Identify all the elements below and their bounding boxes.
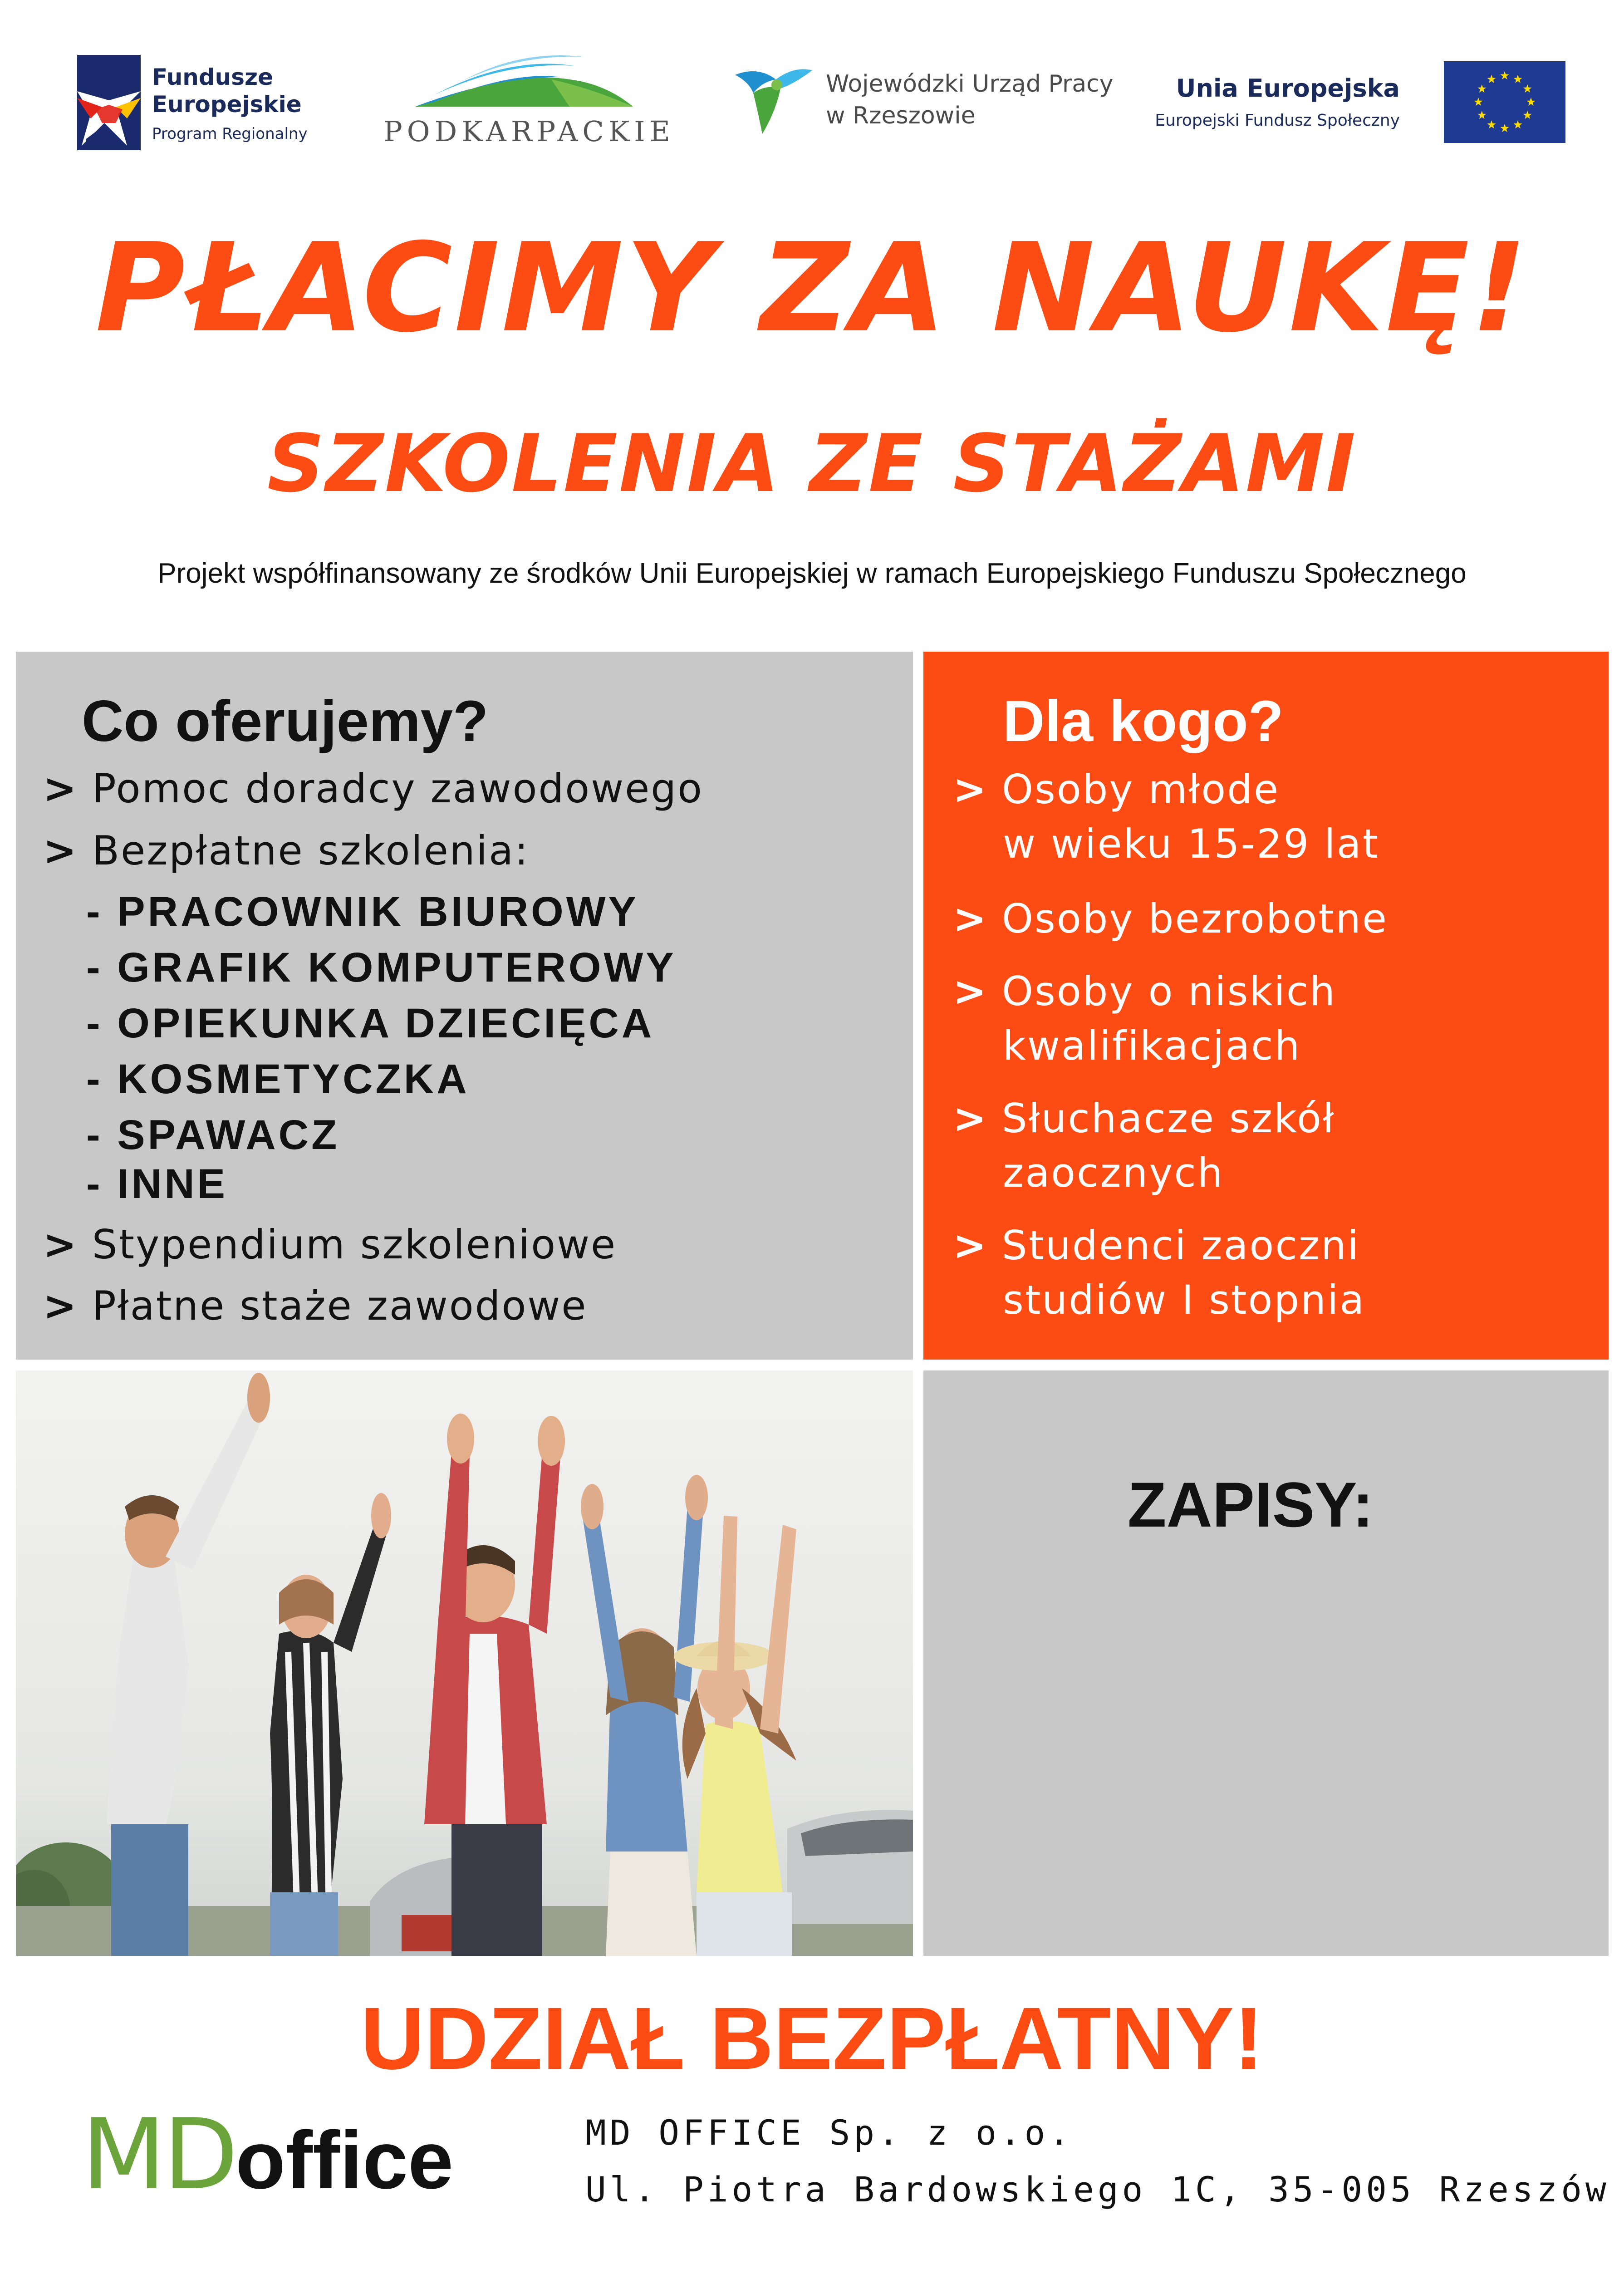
wup-line1: Wojewódzki Urząd Pracy	[826, 70, 1114, 98]
offer-item-text: Płatne staże zawodowe	[92, 1282, 588, 1329]
target-item	[953, 895, 1388, 942]
training-item: - GRAFIK KOMPUTEROWY	[86, 944, 677, 991]
company-address: Ul. Piotra Bardowskiego 1C, 35-005 Rzeszów	[585, 2169, 1610, 2210]
training-item: - INNE	[86, 1161, 228, 1207]
eu-star-icon	[1477, 111, 1486, 119]
offer-item-text: Pomoc doradcy zawodowego	[92, 765, 703, 812]
target-bullet: >	[953, 1095, 988, 1142]
target-item-line2: studiów I stopnia	[1003, 1277, 1366, 1323]
target-bullet: >	[953, 766, 988, 813]
offer-item-text: Bezpłatne szkolenia:	[92, 827, 530, 874]
company-name: MD OFFICE Sp. z o.o.	[585, 2112, 1074, 2153]
eu-star-icon	[1527, 98, 1536, 106]
logo-unia-europejska	[1134, 61, 1565, 152]
target-item-line2: zaocznych	[1003, 1149, 1224, 1196]
free-participation: UDZIAŁ BEZPŁATNY!	[360, 1989, 1264, 2088]
target-item-line1: Studenci zaoczni	[1001, 1222, 1360, 1269]
target-item-line1: Słuchacze szkół	[1001, 1095, 1335, 1142]
eu-star-icon	[1523, 84, 1532, 93]
offer-bullet: >	[43, 827, 78, 874]
md-office-logo-office: office	[236, 2115, 454, 2206]
offer-bullet: >	[43, 1221, 78, 1268]
logo-fundusze-europejskie	[77, 52, 349, 157]
logo-wup-rzeszow	[726, 52, 1134, 152]
offer-item-text: Stypendium szkoleniowe	[92, 1221, 617, 1268]
target-item	[953, 968, 1337, 1015]
fundusze-line1: Fundusze	[152, 64, 274, 90]
cofinancing-note: Projekt współfinansowany ze środków Unii Europejskiej w ramach Europejskiego Funduszu Społecznego	[157, 558, 1467, 589]
wup-line2: w Rzeszowie	[826, 102, 976, 129]
offer-item	[43, 1221, 617, 1268]
podkarpackie-hills-icon	[379, 52, 669, 116]
target-bullet: >	[953, 1222, 988, 1269]
target-title: Dla kogo?	[1003, 689, 1284, 754]
offer-panel	[16, 652, 913, 1360]
eu-star-icon	[1477, 84, 1486, 93]
target-item-line1: Osoby o niskich	[1001, 968, 1337, 1015]
eu-star-icon	[1487, 75, 1496, 83]
target-bullet: >	[953, 895, 988, 942]
eu-star-icon	[1487, 120, 1496, 128]
ue-line2: Europejski Fundusz Społeczny	[1155, 111, 1400, 130]
target-item-line1: Osoby młode	[1001, 766, 1280, 813]
training-item: - PRACOWNIK BIUROWY	[86, 889, 639, 935]
group-photo	[16, 1370, 913, 1956]
offer-bullet: >	[43, 765, 78, 812]
target-item-line2: w wieku 15-29 lat	[1003, 820, 1380, 867]
eu-star-icon	[1514, 120, 1522, 128]
target-item-line2: kwalifikacjach	[1003, 1022, 1301, 1069]
podkarpackie-label: PODKARPACKIE	[383, 115, 675, 148]
md-office-logo-md: MD	[82, 2097, 236, 2211]
signup-panel	[923, 1370, 1609, 1956]
eu-star-icon	[1523, 111, 1532, 119]
target-panel	[923, 652, 1609, 1360]
eu-flag-icon	[1444, 61, 1565, 143]
eu-star-icon	[1501, 71, 1509, 79]
signup-label: ZAPISY:	[1128, 1469, 1374, 1540]
ue-line1: Unia Europejska	[1176, 74, 1400, 103]
offer-item	[43, 1282, 588, 1329]
target-bullet: >	[953, 968, 988, 1015]
md-office-logo	[82, 2097, 490, 2211]
offer-item	[43, 765, 703, 812]
target-item	[953, 766, 1280, 813]
target-item-line1: Osoby bezrobotne	[1001, 895, 1388, 942]
headline: PŁACIMY ZA NAUKĘ!	[95, 216, 1529, 359]
eu-star-icon	[1474, 98, 1483, 106]
target-item	[953, 1095, 1335, 1142]
offer-bullet: >	[43, 1282, 78, 1329]
offer-title: Co oferujemy?	[82, 689, 489, 754]
friends-cheering-photo	[16, 1370, 913, 1956]
fundusze-line2: Europejskie	[152, 91, 302, 118]
wup-bird-icon	[726, 57, 817, 147]
subheadline: SZKOLENIA ZE STAŻAMI	[267, 418, 1357, 510]
eu-star-icon	[1501, 124, 1509, 132]
logo-podkarpackie	[379, 52, 675, 157]
fundusze-line3: Program Regionalny	[152, 125, 308, 143]
training-item: - OPIEKUNKA DZIECIĘCA	[86, 1000, 655, 1046]
offer-item	[43, 827, 530, 874]
eu-star-icon	[1514, 75, 1522, 83]
training-item: - KOSMETYCZKA	[86, 1056, 470, 1102]
fundusze-europejskie-emblem-icon	[77, 55, 141, 150]
target-item	[953, 1222, 1360, 1269]
training-item: - SPAWACZ	[86, 1112, 340, 1158]
